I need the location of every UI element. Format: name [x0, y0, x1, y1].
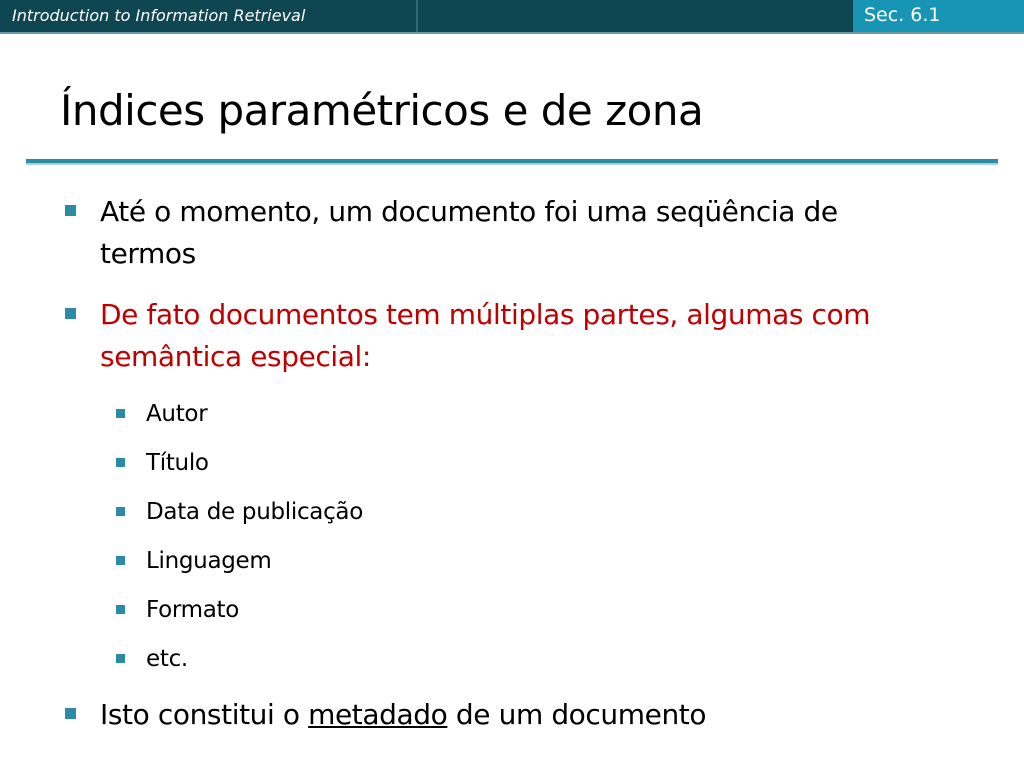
metadado-term: metadado: [308, 698, 448, 731]
sub-bullet-item: [146, 448, 846, 478]
title-rule: [26, 159, 998, 165]
sub-bullet-text: Formato: [146, 597, 240, 623]
bullet-text-after: de um documento: [447, 698, 707, 731]
sub-bullet-text: Linguagem: [146, 548, 272, 574]
bullet-text: Até o momento, um documento foi uma seqüência de termos: [100, 195, 838, 270]
bullet-text-before: Isto constitui o: [100, 698, 309, 731]
sub-bullet-text: Autor: [146, 401, 208, 427]
course-title-box: [0, 0, 418, 32]
square-bullet-icon: [116, 458, 125, 467]
bullet-item: [100, 694, 940, 736]
bullet-text: De fato documentos tem múltiplas partes, algumas com semântica especial:: [100, 298, 871, 373]
bullet-item-highlighted: [100, 294, 940, 378]
sub-bullet-text: Data de publicação: [146, 499, 363, 525]
bullet-item: [100, 191, 940, 275]
sub-bullet-item: [146, 399, 846, 429]
square-bullet-icon: [65, 708, 76, 719]
square-bullet-icon: [116, 409, 125, 418]
section-label: Sec. 6.1: [864, 4, 941, 26]
square-bullet-icon: [65, 308, 76, 319]
square-bullet-icon: [116, 654, 125, 663]
sub-bullet-item: [146, 546, 846, 576]
header-divider: [0, 32, 1024, 34]
sub-bullet-text: etc.: [146, 646, 188, 672]
square-bullet-icon: [116, 507, 125, 516]
header-bar: [0, 0, 1024, 32]
sub-bullet-item: [146, 644, 846, 674]
sub-bullet-text: Título: [146, 450, 209, 476]
square-bullet-icon: [116, 556, 125, 565]
slide-title: Índices paramétricos e de zona: [60, 86, 704, 135]
square-bullet-icon: [116, 605, 125, 614]
sub-bullet-item: [146, 497, 846, 527]
square-bullet-icon: [65, 205, 76, 216]
sub-bullet-item: [146, 595, 846, 625]
section-badge: [853, 0, 1024, 32]
course-title: Introduction to Information Retrieval: [12, 6, 306, 25]
